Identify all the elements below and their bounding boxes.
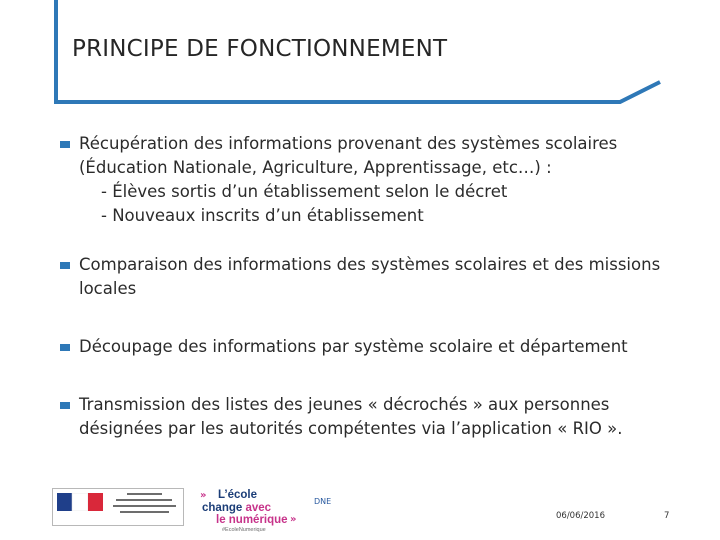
- ecole-numerique-logo: [196, 488, 306, 534]
- slide-date: 06/06/2016: [556, 511, 605, 521]
- bullet-text-line: locales: [79, 279, 137, 298]
- logo-hashtag: #EcoleNumerique: [222, 527, 266, 533]
- bullet-item: [60, 393, 700, 441]
- ministry-logo: [52, 488, 184, 526]
- bullet-marker-icon: [60, 141, 70, 148]
- bullet-text-line: (Éducation Nationale, Agriculture, Apprentissage, etc…) :: [79, 158, 552, 177]
- bullet-marker-icon: [60, 344, 70, 351]
- bullet-list: [60, 132, 700, 441]
- dne-label: DNE: [314, 497, 332, 506]
- bullet-text-line: Comparaison des informations des systèmes scolaires et des missions: [79, 255, 661, 274]
- sub-item: - Nouveaux inscrits d’un établissement: [101, 206, 424, 225]
- slide-title: PRINCIPE DE FONCTIONNEMENT: [72, 36, 448, 62]
- bullet-marker-icon: [60, 402, 70, 409]
- page-number: 7: [664, 511, 670, 521]
- ministry-logo-text-lines: [109, 493, 179, 521]
- logo-line: le numérique: [216, 514, 288, 526]
- chevron-right-icon: »: [290, 514, 297, 525]
- bullet-text-line: Découpage des informations par système scolaire et département: [79, 337, 628, 356]
- logo-line: L’école: [218, 489, 257, 501]
- bullet-text-line: Récupération des informations provenant des systèmes scolaires: [79, 134, 618, 153]
- bullet-text-line: Transmission des listes des jeunes « décrochés » aux personnes: [79, 395, 610, 414]
- bullet-item: [60, 253, 700, 301]
- bullet-text-line: désignées par les autorités compétentes via l’application « RIO ».: [79, 419, 623, 438]
- sub-item: - Élèves sortis d’un établissement selon le décret: [101, 182, 508, 201]
- chevron-right-icon: »: [200, 490, 207, 501]
- logo-word: change: [202, 502, 246, 514]
- bullet-marker-icon: [60, 262, 70, 269]
- logo-word: avec: [245, 502, 272, 514]
- bullet-item: [60, 132, 700, 228]
- marianne-flag-icon: [57, 493, 103, 511]
- bullet-item: [60, 335, 700, 359]
- logo-line: [202, 502, 271, 514]
